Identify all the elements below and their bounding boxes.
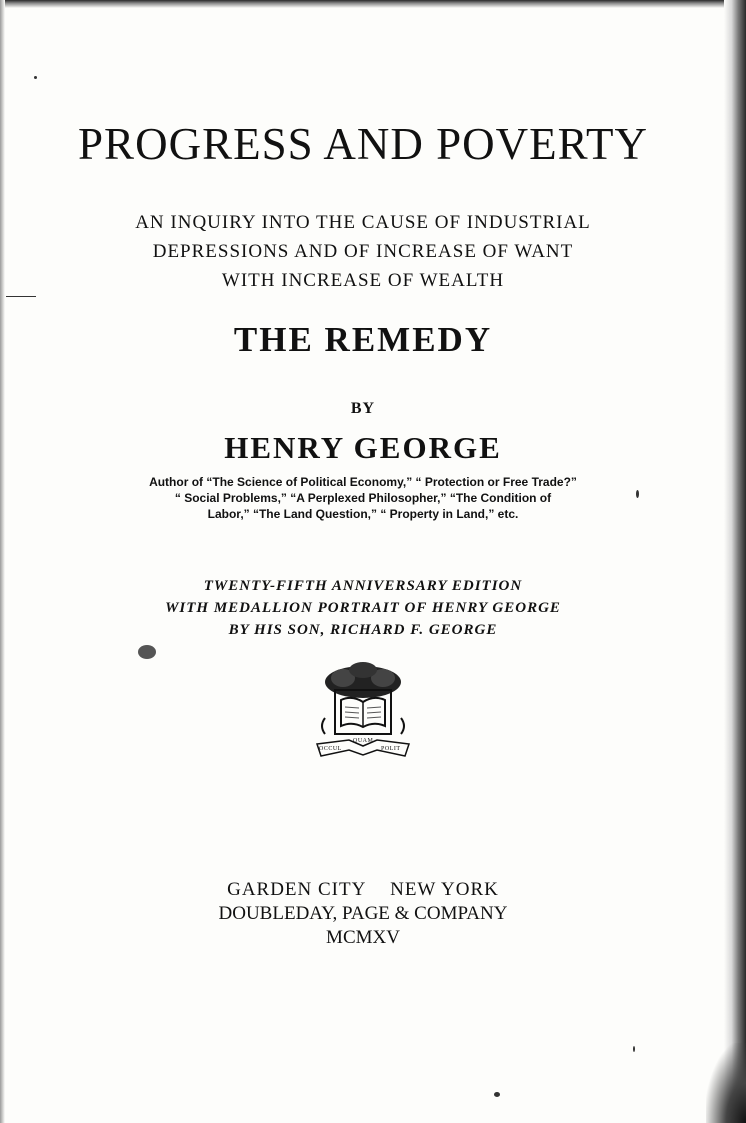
emblem-banner-center: QUAM — [353, 738, 374, 744]
page-corner-shadow — [706, 1043, 746, 1123]
subtitle-line-2: DEPRESSIONS AND OF INCREASE OF WANT — [152, 241, 574, 262]
subtitle-line-1: AN INQUIRY INTO THE CAUSE OF INDUSTRIAL — [135, 212, 591, 233]
scan-speck — [6, 296, 36, 297]
imprint-place-right: NEW YORK — [390, 879, 499, 900]
subtitle-line-3: WITH INCREASE OF WEALTH — [221, 270, 505, 291]
imprint-place-left: GARDEN CITY — [227, 879, 367, 900]
credits-line-2: “ Social Problems,” “A Perplexed Philosopher,” “The Condition of — [174, 491, 552, 505]
scan-speck — [633, 1046, 635, 1052]
scan-speck — [636, 490, 639, 498]
remedy-heading: THE REMEDY — [233, 320, 493, 359]
imprint-places — [0, 878, 726, 902]
edition-note — [0, 575, 726, 641]
publisher-imprint — [0, 878, 726, 950]
imprint-year: MCMXV — [326, 927, 400, 948]
publisher-device-icon — [313, 660, 413, 760]
credits-line-3: Labor,” “The Land Question,” “ Property in Land,” etc. — [207, 507, 519, 521]
credits-line-1: Author of “The Science of Political Economy,” “ Protection or Free Trade?” — [149, 475, 577, 489]
book-title: PROGRESS AND POVERTY — [78, 119, 648, 169]
scan-speck — [494, 1092, 500, 1097]
edition-line-3: BY HIS SON, RICHARD F. GEORGE — [228, 622, 498, 638]
scan-speck — [138, 645, 156, 659]
emblem-banner-right: POLIT — [381, 746, 401, 752]
book-subtitle — [0, 208, 726, 295]
scan-speck — [34, 76, 37, 79]
emblem-banner-left: OCCUL — [319, 746, 342, 752]
edition-line-1: TWENTY-FIFTH ANNIVERSARY EDITION — [203, 578, 523, 594]
edition-line-2: WITH MEDALLION PORTRAIT OF HENRY GEORGE — [165, 600, 561, 616]
author-name: HENRY GEORGE — [224, 430, 502, 465]
imprint-publisher: DOUBLEDAY, PAGE & COMPANY — [218, 903, 508, 924]
author-credits — [0, 474, 726, 522]
page-top-edge — [0, 0, 746, 8]
page-right-edge — [724, 0, 746, 1123]
by-line: BY — [350, 400, 376, 417]
